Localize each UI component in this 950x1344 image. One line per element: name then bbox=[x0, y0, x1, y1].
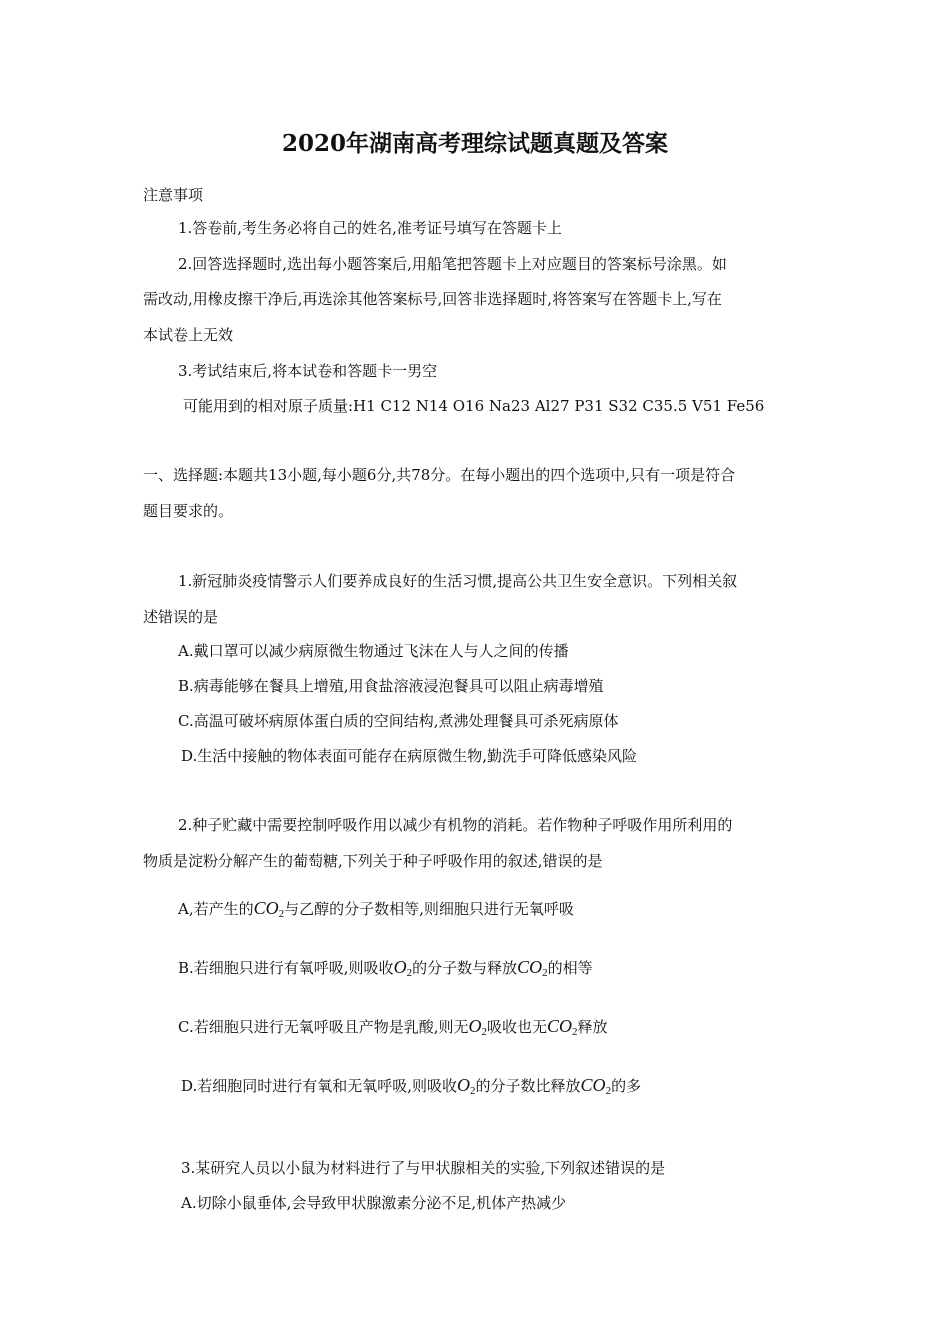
co2-formula: $CO_2$ bbox=[580, 1075, 612, 1097]
q2-option-a bbox=[178, 898, 574, 924]
notice-item-2-cont: 需改动,用橡皮擦干净后,再选涂其他答案标号,回答非选择题时,将答案写在答题卡上,写在 bbox=[143, 290, 722, 308]
q1-option-d: D.生活中接触的物体表面可能存在病原微生物,勤洗手可降低感染风险 bbox=[181, 747, 638, 765]
q3-stem: 3.某研究人员以小鼠为材料进行了与甲状腺相关的实验,下列叙述错误的是 bbox=[181, 1159, 666, 1177]
page-title: 2020年湖南高考理综试题真题及答案 bbox=[281, 130, 668, 157]
co2-formula: $CO_2$ bbox=[253, 898, 285, 920]
q1-stem: 1.新冠肺炎疫情警示人们要养成良好的生活习惯,提高公共卫生安全意识。下列相关叙 bbox=[178, 572, 738, 590]
q2-option-b bbox=[178, 957, 593, 983]
q2-option-d bbox=[181, 1075, 641, 1101]
notice-item-1: 1.答卷前,考生务必将自己的姓名,准考证号填写在答题卡上 bbox=[178, 219, 562, 237]
o2-formula: $O_2$ bbox=[393, 957, 413, 979]
q1-option-c: C.高温可破坏病原体蛋白质的空间结构,煮沸处理餐具可杀死病原体 bbox=[178, 712, 619, 730]
q2-option-c-text-1: C.若细胞只进行无氧呼吸且产物是乳酸,则无 bbox=[178, 1018, 469, 1036]
q2-option-d-text-2: 的分子数比释放 bbox=[475, 1077, 581, 1095]
q2-option-c bbox=[178, 1016, 608, 1042]
co2-formula: $CO_2$ bbox=[517, 957, 548, 979]
notice-item-3: 3.考试结束后,将本试卷和答题卡一男空 bbox=[178, 362, 438, 380]
o2-formula: $O_2$ bbox=[468, 1016, 487, 1038]
q2-stem: 2.种子贮藏中需要控制呼吸作用以减少有机物的消耗。若作物种子呼吸作用所利用的 bbox=[178, 816, 733, 834]
notice-heading: 注意事项 bbox=[143, 186, 204, 204]
q2-option-a-text-1: A,若产生的 bbox=[178, 900, 254, 918]
q2-option-d-text-3: 的多 bbox=[611, 1077, 642, 1095]
q2-option-b-text-3: 的相等 bbox=[547, 959, 593, 977]
q2-option-d-text-1: D.若细胞同时进行有氧和无氧呼吸,则吸收 bbox=[181, 1077, 458, 1095]
q1-stem-cont: 述错误的是 bbox=[143, 608, 219, 626]
q2-option-a-text-2: 与乙醇的分子数相等,则细胞只进行无氧呼吸 bbox=[284, 900, 574, 918]
notice-item-2: 2.回答选择题时,选出每小题答案后,用船笔把答题卡上对应题目的答案标号涂黑。如 bbox=[178, 255, 727, 273]
section-heading: 一、选择题:本题共13小题,每小题6分,共78分。在每小题出的四个选项中,只有一项是符合 bbox=[143, 466, 736, 484]
q1-option-b: B.病毒能够在餐具上增殖,用食盐溶液浸泡餐具可以阻止病毒增殖 bbox=[178, 677, 604, 695]
q1-option-a: A.戴口罩可以减少病原微生物通过飞沫在人与人之间的传播 bbox=[178, 642, 569, 660]
notice-item-2-end: 本试卷上无效 bbox=[143, 326, 234, 344]
co2-formula: $CO_2$ bbox=[547, 1016, 578, 1038]
o2-formula: $O_2$ bbox=[457, 1075, 476, 1097]
q2-option-c-text-3: 释放 bbox=[577, 1018, 608, 1036]
q3-option-a: A.切除小鼠垂体,会导致甲状腺激素分泌不足,机体产热减少 bbox=[181, 1194, 567, 1212]
atomic-masses: 可能用到的相对原子质量:H1 C12 N14 O16 Na23 Al27 P31 S32 C35.5 V51 Fe56 bbox=[183, 397, 765, 415]
section-heading-cont: 题目要求的。 bbox=[143, 502, 234, 520]
q2-option-c-text-2: 吸收也无 bbox=[486, 1018, 547, 1036]
q2-stem-cont: 物质是淀粉分解产生的葡萄糖,下列关于种子呼吸作用的叙述,错误的是 bbox=[143, 852, 603, 870]
q2-option-b-text-2: 的分子数与释放 bbox=[412, 959, 518, 977]
q2-option-b-text-1: B.若细胞只进行有氧呼吸,则吸收 bbox=[178, 959, 394, 977]
